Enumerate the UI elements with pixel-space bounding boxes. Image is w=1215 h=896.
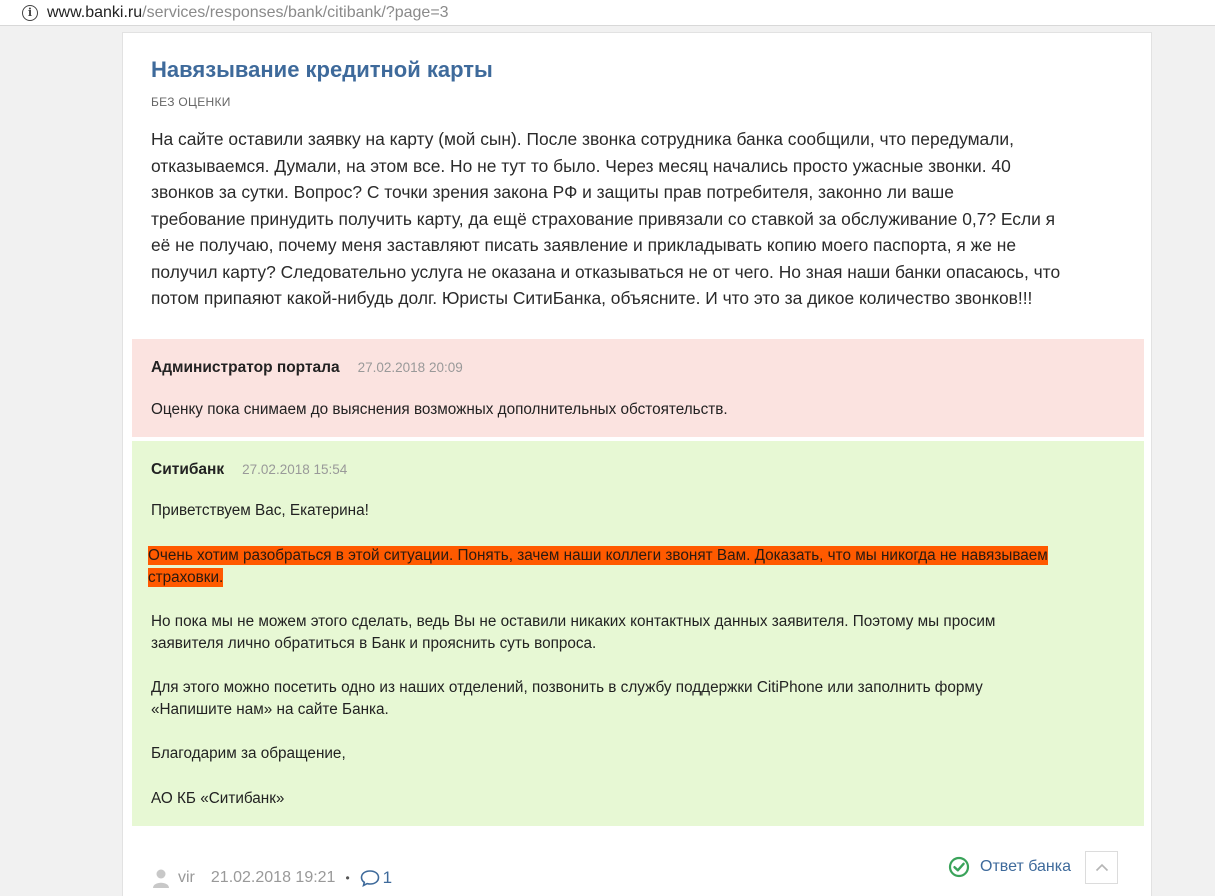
review-line: отказываемся. Думали, на этом все. Но не тут то было. Через месяц начались просто ужасные звонки. 40 — [151, 155, 1011, 176]
review-title[interactable]: Навязывание кредитной карты — [151, 57, 493, 82]
address-bar[interactable] — [0, 0, 1215, 26]
bank-paragraph-3 — [151, 677, 983, 721]
check-circle-icon — [948, 856, 970, 878]
bank-greeting: Приветствуем Вас, Екатерина! — [151, 502, 369, 519]
bank-signature: АО КБ «Ситибанк» — [151, 790, 285, 807]
comment-count[interactable]: 1 — [382, 868, 393, 887]
chevron-up-icon — [1095, 863, 1109, 872]
paragraph-line: Для этого можно посетить одно из наших отделений, позвонить в службу поддержки CitiPhone или заполнить форму — [151, 679, 983, 696]
url-host: www.banki.ru — [47, 3, 143, 21]
admin-author: Администратор портала — [151, 359, 340, 376]
bank-highlighted-paragraph — [148, 545, 1048, 589]
admin-comment-text: Оценку пока снимаем до выяснения возможных дополнительных обстоятельств. — [151, 401, 728, 418]
comment-icon[interactable] — [360, 869, 380, 887]
review-rating: БЕЗ ОЦЕНКИ — [151, 95, 231, 109]
meta-separator: • — [345, 871, 350, 885]
bank-author-line — [151, 461, 347, 479]
paragraph-line: Но пока мы не можем этого сделать, ведь Вы не оставили никаких контактных данных заявителя. Поэтому мы просим — [151, 613, 996, 630]
bank-paragraph-2 — [151, 611, 995, 655]
admin-comment — [132, 339, 1144, 437]
bank-thanks: Благодарим за обращение, — [151, 745, 346, 762]
bank-author: Ситибанк — [151, 461, 225, 478]
site-info-icon[interactable]: i — [22, 5, 38, 21]
bank-answer-link[interactable] — [948, 856, 1071, 878]
review-author-link[interactable]: vir — [178, 869, 195, 886]
review-line: На сайте оставили заявку на карту (мой сын). После звонка сотрудника банка сообщили, что передумали, — [151, 129, 1014, 149]
review-line: получил карту? Следовательно услуга не оказана и отказываться не от чего. Но зная наши банки опасаюсь, что — [151, 261, 1061, 282]
highlight-line: Очень хотим разобраться в этой ситуации. Понять, зачем наши коллеги звонят Вам. Доказать, что мы никогда не навязываем — [148, 547, 1048, 564]
review-line: потом припаяют какой-нибудь долг. Юристы СитиБанка, объясните. И что это за дикое количество звонков!!! — [151, 288, 1033, 308]
review-line: требование принудить получить карту, да ещё страхование привязали со ставкой за обслуживание 0,7? Если я — [151, 208, 1056, 229]
paragraph-line: заявителя лично обратиться в Банк и прояснить суть вопроса. — [151, 635, 597, 652]
bank-date: 27.02.2018 15:54 — [242, 462, 348, 477]
review-meta — [152, 868, 392, 888]
admin-date: 27.02.2018 20:09 — [357, 360, 463, 375]
url-path: /services/responses/bank/citibank/?page=3 — [142, 3, 449, 21]
admin-author-line — [151, 359, 463, 377]
review-line: звонков за сутки. Вопрос? С точки зрения закона РФ и защиты прав потребителя, законно ли ваше — [151, 182, 954, 202]
review-text — [151, 126, 1141, 312]
user-icon — [152, 868, 170, 888]
collapse-up-button[interactable] — [1085, 851, 1118, 884]
highlight-line: страховки. — [148, 569, 224, 586]
review-date: 21.02.2018 19:21 — [210, 869, 336, 886]
review-line: её не получаю, почему меня заставляют писать заявление и прикладывать копию моего паспорта, я же не — [151, 235, 1017, 255]
bank-answer-label: Ответ банка — [980, 858, 1072, 875]
paragraph-line: «Напишите нам» на сайте Банка. — [151, 701, 389, 718]
